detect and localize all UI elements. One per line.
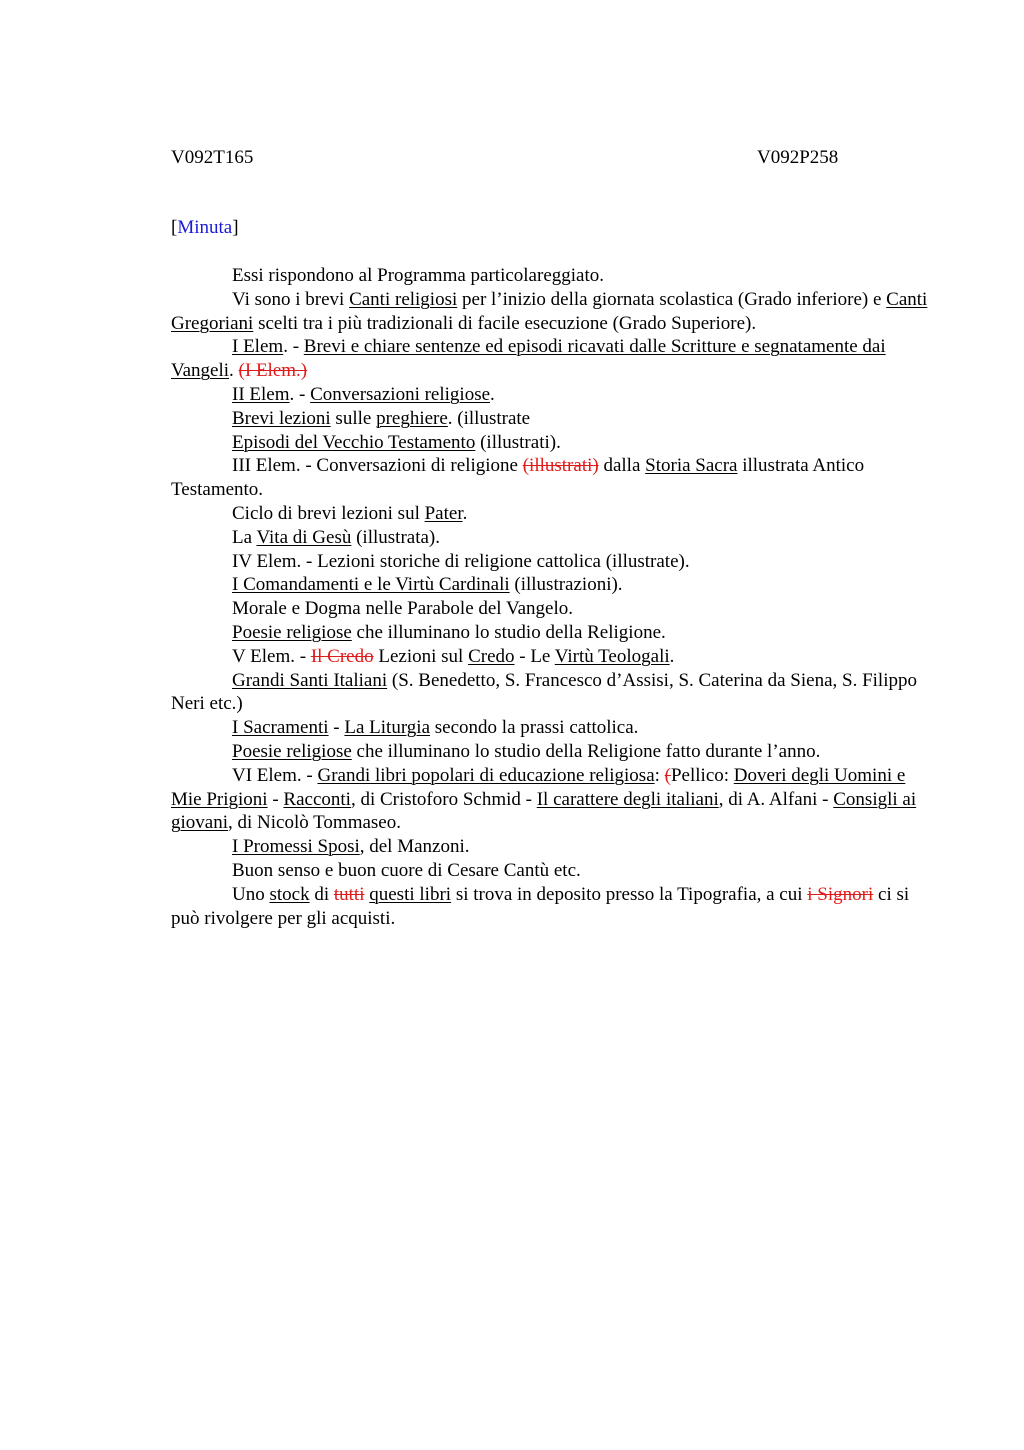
paragraph [171, 335, 931, 383]
paragraph [171, 264, 931, 288]
text-run: di [309, 883, 334, 905]
paragraph [171, 573, 931, 597]
underlined-text: Pater [424, 502, 463, 524]
paragraph [171, 716, 931, 740]
deleted-text: i Signori [807, 883, 874, 905]
text-run: Lezioni sul [373, 645, 469, 667]
underlined-text: La Liturgia [344, 717, 431, 739]
text-run: . - [289, 383, 311, 405]
underlined-text: Grandi Santi Italiani [232, 669, 388, 691]
text-run: Uno [232, 883, 270, 905]
paragraph [171, 764, 931, 835]
deleted-text: (illustrati) [522, 455, 599, 477]
underlined-text: Credo [468, 645, 515, 667]
text-run: ci si può rivolgere per gli acquisti. [171, 883, 910, 929]
underlined-text: Racconti [283, 788, 351, 810]
underlined-text: Grandi libri popolari di educazione religiosa [317, 764, 655, 786]
underlined-text: Canti Gregoriani [171, 288, 928, 334]
text-run: (S. Benedetto, S. Francesco d’Assisi, S. Caterina da Siena, S. Filippo Neri etc.) [171, 669, 917, 715]
underlined-text: I Sacramenti [232, 717, 329, 739]
text-run: illustrata Antico Testamento. [171, 455, 865, 501]
underlined-text: questi libri [369, 883, 452, 905]
text-run: V Elem. - [232, 645, 311, 667]
text-run: III Elem. - Conversazioni di religione [232, 455, 523, 477]
text-run: IV Elem. - Lezioni storiche di religione cattolica (illustrate). [232, 550, 690, 572]
paragraph [171, 502, 931, 526]
text-run: (illustrata). [351, 526, 440, 548]
underlined-text: Brevi lezioni [232, 407, 331, 429]
text-run: , di A. Alfani - [718, 788, 834, 810]
text-run: (illustrazioni). [509, 574, 623, 596]
underlined-text: Poesie religiose [232, 740, 352, 762]
underlined-text: Poesie religiose [232, 621, 352, 643]
text-run: . [462, 502, 468, 524]
label-open-bracket: [ [171, 217, 178, 238]
text-run: . (illustrate [447, 407, 531, 429]
text-run: Morale e Dogma nelle Parabole del Vangelo. [232, 598, 574, 620]
text-run: - [328, 717, 345, 739]
text-run: dalla [598, 455, 646, 477]
paragraph [171, 859, 931, 883]
underlined-text: I Comandamenti e le Virtù Cardinali [232, 574, 510, 596]
deleted-text: tutti [333, 883, 365, 905]
text-run: . [669, 645, 675, 667]
text-code: V092T165 [171, 147, 254, 168]
text-run: secondo la prassi cattolica. [430, 717, 639, 739]
label-close-bracket: ] [232, 217, 239, 238]
text-run: Buon senso e buon cuore di Cesare Cantù etc. [232, 859, 581, 881]
underlined-text: Doveri degli Uomini e Mie Prigioni [171, 764, 906, 810]
underlined-text: I Promessi Sposi [232, 836, 360, 858]
text-run: . [229, 360, 239, 382]
underlined-text: stock [269, 883, 310, 905]
paragraph [171, 669, 931, 717]
paragraph [171, 550, 931, 574]
paragraph [171, 597, 931, 621]
text-run: , di Cristoforo Schmid - [350, 788, 537, 810]
text-run: Vi sono i brevi [232, 288, 350, 310]
paragraph [171, 288, 931, 336]
text-run: Pellico: [670, 764, 734, 786]
underlined-text: Storia Sacra [645, 455, 738, 477]
paragraph [171, 740, 931, 764]
paragraph [171, 645, 931, 669]
text-run: La [232, 526, 257, 548]
underlined-text: Canti religiosi [349, 288, 458, 310]
text-run: per l’inizio della giornata scolastica (Grado inferiore) e [457, 288, 887, 310]
underlined-text: Conversazioni religiose [310, 383, 491, 405]
text-run: - Le [514, 645, 555, 667]
text-run: , di Nicolò Tommaseo. [228, 812, 401, 834]
document-page [171, 146, 931, 930]
text-run: VI Elem. - [232, 764, 318, 786]
underlined-text: Virtù Teologali [554, 645, 670, 667]
paragraph [171, 621, 931, 645]
paragraph [171, 407, 931, 431]
text-run: Ciclo di brevi lezioni sul [232, 502, 425, 524]
underlined-text: I Elem [232, 336, 284, 358]
deleted-text: ( [664, 764, 671, 786]
underlined-text: Brevi e chiare sentenze ed episodi ricavati dalle Scritture e segnatamente dai Vangeli [171, 336, 886, 382]
text-run: : [654, 764, 665, 786]
text-run: . [490, 383, 495, 405]
underlined-text: preghiere [376, 407, 448, 429]
text-run: che illuminano lo studio della Religione. [351, 621, 666, 643]
underlined-text: Episodi del Vecchio Testamento [232, 431, 476, 453]
underlined-text: Il carattere degli italiani [536, 788, 719, 810]
text-run: scelti tra i più tradizionali di facile esecuzione (Grado Superiore). [253, 312, 757, 334]
text-run: - [267, 788, 284, 810]
underlined-text: II Elem [232, 383, 290, 405]
text-run: Essi rispondono al Programma particolareggiato. [232, 265, 604, 286]
text-run: . - [283, 336, 304, 358]
page-code: V092P258 [757, 147, 839, 168]
paragraph [171, 835, 931, 859]
paragraph [171, 431, 931, 455]
underlined-text: Consigli ai giovani [171, 788, 917, 834]
deleted-text: (I Elem.) [238, 360, 308, 382]
document-body [171, 264, 931, 930]
text-run: (illustrati). [475, 431, 561, 453]
paragraph [171, 526, 931, 550]
underlined-text: Vita di Gesù [256, 526, 352, 548]
text-run: , del Manzoni. [359, 836, 470, 858]
text-run: sulle [330, 407, 377, 429]
text-run: si trova in deposito presso la Tipografia, a cui [451, 883, 808, 905]
deleted-text: Il Credo [310, 645, 374, 667]
paragraph [171, 383, 931, 407]
paragraph [171, 454, 931, 502]
text-run: che illuminano lo studio della Religione fatto durante l’anno. [351, 740, 821, 762]
paragraph [171, 883, 931, 931]
document-label [171, 216, 931, 240]
document-header [171, 146, 931, 170]
minuta-label: Minuta [177, 217, 233, 238]
